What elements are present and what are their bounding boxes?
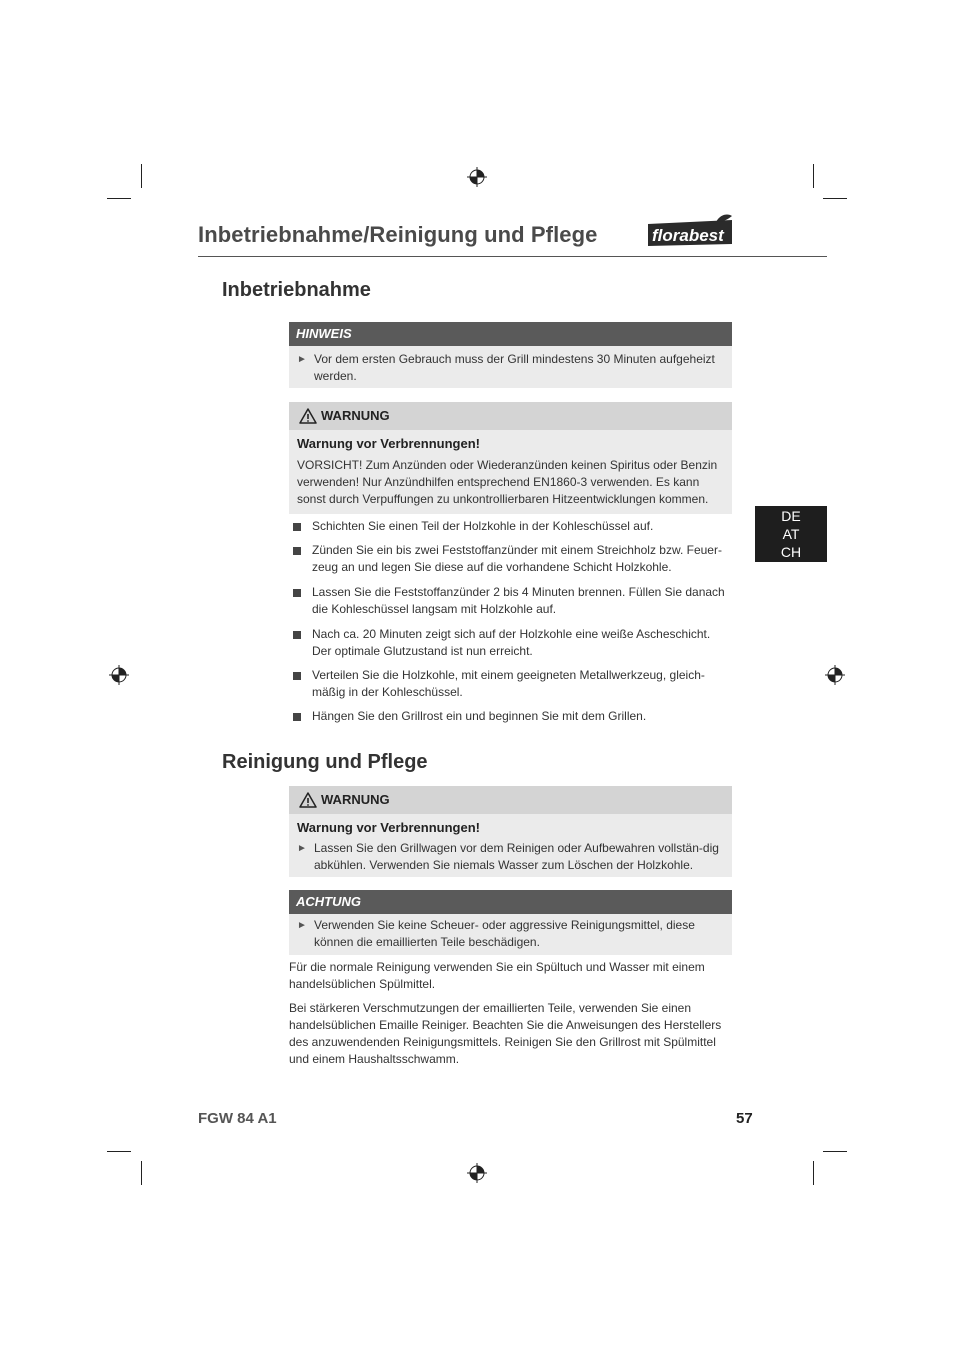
hinweis-label: HINWEIS: [289, 322, 732, 346]
crop-mark: [823, 1151, 847, 1152]
language-tab: [755, 506, 827, 562]
achtung-box: [289, 890, 732, 955]
square-bullet-icon: [293, 713, 301, 721]
crop-mark: [813, 1161, 814, 1185]
warnung-subtitle: Warnung vor Verbrennungen!: [297, 820, 480, 835]
warnung-header: [289, 786, 732, 814]
list-item: Lassen Sie die Feststoffanzünder 2 bis 4 Minuten brennen. Füllen Sie danach die Kohleschüssel langsam mit Holzkohle auf.: [289, 584, 732, 618]
achtung-label: ACHTUNG: [289, 890, 732, 914]
crop-mark: [107, 1151, 131, 1152]
square-bullet-icon: [293, 589, 301, 597]
registration-mark-icon: [825, 665, 845, 685]
arrow-right-icon: ►: [297, 843, 307, 854]
square-bullet-icon: [293, 672, 301, 680]
warnung-box: [289, 402, 732, 514]
crop-mark: [141, 1161, 142, 1185]
warning-triangle-icon: [299, 408, 317, 424]
page-title: Inbetriebnahme/Reinigung und Pflege: [198, 222, 598, 247]
warnung-label: WARNUNG: [321, 792, 390, 807]
registration-mark-icon: [467, 1163, 487, 1183]
list-item: Hängen Sie den Grillrost ein und beginnen Sie mit dem Grillen.: [289, 708, 732, 725]
hinweis-box: [289, 322, 732, 388]
paragraph-normal-cleaning: Für die normale Reinigung verwenden Sie ein Spültuch und Wasser mit einem handelsüblichen Spülmittel.: [289, 960, 705, 991]
lang-code: AT: [782, 526, 800, 542]
warnung-label: WARNUNG: [321, 408, 390, 423]
crop-mark: [107, 198, 131, 199]
warnung-header: [289, 402, 732, 430]
paragraph-heavy-cleaning: Bei stärkeren Verschmutzungen der emaillierten Teile, verwenden Sie einen handelsüblichen Emaille Reiniger. Beachten Sie die Anweisungen des Herstellers des anzuwendenden Reinigungsmittels. Reinigen Sie den Grillrost mit Spülmittel und einem Haushaltsschwamm.: [289, 1001, 722, 1066]
lang-code: CH: [780, 544, 802, 560]
list-item: Zünden Sie ein bis zwei Feststoffanzünder mit einem Streichholz bzw. Feuer-zeug an und legen Sie diese auf die vorhandene Schicht Holzkohle.: [289, 542, 732, 576]
achtung-item: ► Verwenden Sie keine Scheuer- oder aggressive Reinigungsmittel, diese können die emaillierten Teile beschädigen.: [297, 918, 695, 949]
florabest-logo: [646, 214, 734, 248]
warnung-text: VORSICHT! Zum Anzünden oder Wiederanzünden keinen Spiritus oder Benzin verwenden! Nur Anzündhilfen entsprechend EN1860-3 verwenden. Es kann sonst durch Verpuffungen zu unkontrollierbaren Hitzeentwicklungen kommen.: [297, 458, 718, 506]
crop-mark: [823, 198, 847, 199]
crop-mark: [813, 164, 814, 188]
section-title-inbetriebnahme: Inbetriebnahme: [222, 279, 371, 301]
steps-list: [289, 518, 732, 732]
arrow-right-icon: ►: [297, 920, 307, 931]
hinweis-item: ► Vor dem ersten Gebrauch muss der Grill mindestens 30 Minuten aufgeheizt werden.: [297, 352, 715, 383]
square-bullet-icon: [293, 523, 301, 531]
list-item: Verteilen Sie die Holzkohle, mit einem geeigneten Metallwerkzeug, gleich-mäßig in der Kohleschüssel.: [289, 667, 732, 701]
warning-triangle-icon: [299, 792, 317, 808]
header-divider: [198, 256, 827, 257]
svg-text:florabest: florabest: [652, 226, 724, 245]
crop-mark: [141, 164, 142, 188]
square-bullet-icon: [293, 631, 301, 639]
registration-mark-icon: [467, 167, 487, 187]
footer-model-number: FGW 84 A1: [198, 1110, 277, 1127]
arrow-right-icon: ►: [297, 354, 307, 365]
warnung-item: ► Lassen Sie den Grillwagen vor dem Reinigen oder Aufbewahren vollstän-dig abkühlen. Verwenden Sie niemals Wasser zum Löschen der Holzkohle.: [297, 841, 719, 872]
registration-mark-icon: [109, 665, 129, 685]
list-item: Schichten Sie einen Teil der Holzkohle in der Kohleschüssel auf.: [289, 518, 732, 535]
warnung-box-2: [289, 786, 732, 877]
list-item: Nach ca. 20 Minuten zeigt sich auf der Holzkohle eine weiße Ascheschicht. Der optimale Glutzustand ist nun erreicht.: [289, 626, 732, 660]
page-number: 57: [736, 1110, 753, 1127]
section-title-reinigung: Reinigung und Pflege: [222, 751, 428, 773]
warnung-subtitle: Warnung vor Verbrennungen!: [297, 436, 480, 451]
square-bullet-icon: [293, 547, 301, 555]
lang-code: DE: [781, 508, 801, 524]
